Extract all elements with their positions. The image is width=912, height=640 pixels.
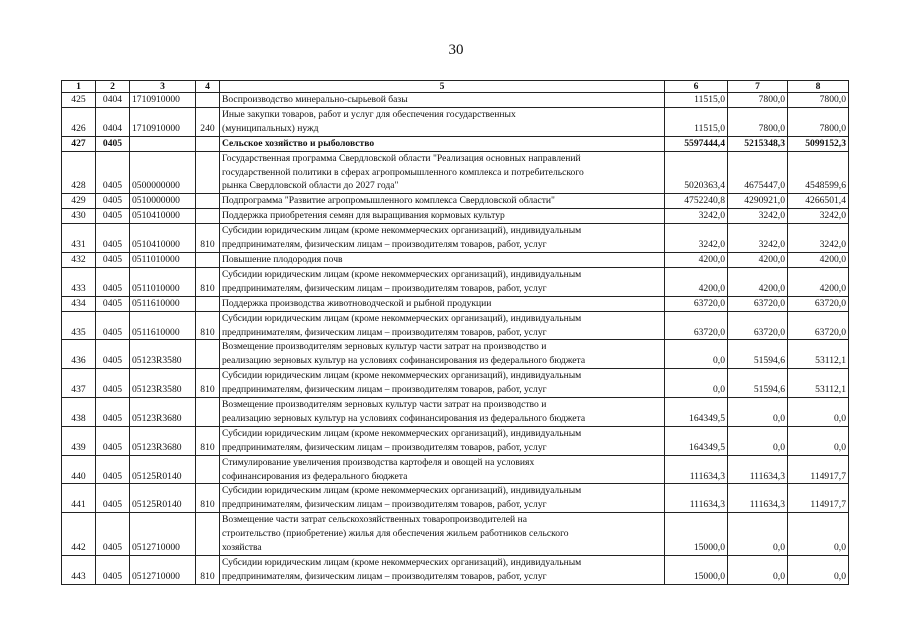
section-code-cell: 0405 — [96, 267, 130, 296]
item-name-cell: Государственная программа Свердловской области "Реализация основных направлений государственной политики в сферах агропромышленного комплекса и потребительского рынка Свердловской области до 2027 года" — [220, 151, 665, 194]
column-header: 4 — [196, 81, 220, 93]
expense-type-cell — [196, 513, 220, 556]
column-header: 6 — [665, 81, 728, 93]
amount-col7-cell: 5215348,3 — [728, 136, 788, 151]
item-name-cell: Стимулирование увеличения производства картофеля и овощей на условиях софинансирования из федерального бюджета — [220, 455, 665, 484]
amount-col7-cell: 51594,6 — [728, 369, 788, 398]
table-row — [62, 107, 849, 136]
table-header-row — [62, 81, 849, 93]
amount-col8-cell: 5099152,3 — [788, 136, 849, 151]
row-number-cell: 429 — [62, 194, 96, 209]
table-row — [62, 252, 849, 267]
table-row — [62, 224, 849, 253]
amount-col8-cell: 4200,0 — [788, 252, 849, 267]
budget-table — [61, 80, 849, 585]
table-row — [62, 209, 849, 224]
amount-col8-cell: 4266501,4 — [788, 194, 849, 209]
target-article-cell: 0512710000 — [130, 556, 196, 585]
table-row — [62, 556, 849, 585]
amount-col6-cell: 5020363,4 — [665, 151, 728, 194]
target-article-cell: 1710910000 — [130, 93, 196, 108]
target-article-cell: 0500000000 — [130, 151, 196, 194]
column-header: 1 — [62, 81, 96, 93]
amount-col7-cell: 4290921,0 — [728, 194, 788, 209]
expense-type-cell: 810 — [196, 224, 220, 253]
amount-col8-cell: 0,0 — [788, 398, 849, 427]
row-number-cell: 427 — [62, 136, 96, 151]
amount-col7-cell: 0,0 — [728, 513, 788, 556]
amount-col7-cell: 4675447,0 — [728, 151, 788, 194]
expense-type-cell — [196, 136, 220, 151]
amount-col8-cell: 4200,0 — [788, 267, 849, 296]
row-number-cell: 425 — [62, 93, 96, 108]
amount-col6-cell: 11515,0 — [665, 93, 728, 108]
item-name-cell: Субсидии юридическим лицам (кроме некоммерческих организаций), индивидуальным предпринимателям, физическим лицам – производителям товаров, работ, услуг — [220, 426, 665, 455]
amount-col7-cell: 4200,0 — [728, 267, 788, 296]
section-code-cell: 0405 — [96, 209, 130, 224]
target-article-cell: 0510410000 — [130, 209, 196, 224]
amount-col6-cell: 15000,0 — [665, 513, 728, 556]
section-code-cell: 0405 — [96, 311, 130, 340]
item-name-cell: Воспроизводство минерально-сырьевой базы — [220, 93, 665, 108]
row-number-cell: 428 — [62, 151, 96, 194]
row-number-cell: 426 — [62, 107, 96, 136]
expense-type-cell: 810 — [196, 484, 220, 513]
expense-type-cell — [196, 296, 220, 311]
item-name-cell: Возмещение производителям зерновых культур части затрат на производство и реализацию зерновых культур на условиях софинансирования из федерального бюджета — [220, 340, 665, 369]
row-number-cell: 438 — [62, 398, 96, 427]
section-code-cell: 0405 — [96, 151, 130, 194]
target-article-cell — [130, 136, 196, 151]
amount-col7-cell: 0,0 — [728, 426, 788, 455]
expense-type-cell — [196, 252, 220, 267]
row-number-cell: 442 — [62, 513, 96, 556]
amount-col6-cell: 15000,0 — [665, 556, 728, 585]
item-name-cell: Субсидии юридическим лицам (кроме некоммерческих организаций), индивидуальным предпринимателям, физическим лицам – производителям товаров, работ, услуг — [220, 484, 665, 513]
target-article-cell: 0511610000 — [130, 296, 196, 311]
item-name-cell: Поддержка приобретения семян для выращивания кормовых культур — [220, 209, 665, 224]
section-code-cell: 0404 — [96, 107, 130, 136]
row-number-cell: 437 — [62, 369, 96, 398]
expense-type-cell — [196, 340, 220, 369]
table-row — [62, 484, 849, 513]
expense-type-cell: 810 — [196, 311, 220, 340]
amount-col6-cell: 164349,5 — [665, 426, 728, 455]
amount-col6-cell: 63720,0 — [665, 296, 728, 311]
expense-type-cell — [196, 398, 220, 427]
amount-col6-cell: 4200,0 — [665, 252, 728, 267]
column-header: 3 — [130, 81, 196, 93]
table-row — [62, 311, 849, 340]
table-row — [62, 136, 849, 151]
item-name-cell: Субсидии юридическим лицам (кроме некоммерческих организаций), индивидуальным предпринимателям, физическим лицам – производителям товаров, работ, услуг — [220, 556, 665, 585]
amount-col7-cell: 3242,0 — [728, 209, 788, 224]
expense-type-cell: 810 — [196, 267, 220, 296]
item-name-cell: Субсидии юридическим лицам (кроме некоммерческих организаций), индивидуальным предпринимателям, физическим лицам – производителям товаров, работ, услуг — [220, 267, 665, 296]
amount-col8-cell: 63720,0 — [788, 296, 849, 311]
section-code-cell: 0405 — [96, 340, 130, 369]
amount-col8-cell: 7800,0 — [788, 93, 849, 108]
amount-col6-cell: 0,0 — [665, 369, 728, 398]
amount-col8-cell: 0,0 — [788, 556, 849, 585]
amount-col7-cell: 63720,0 — [728, 311, 788, 340]
row-number-cell: 430 — [62, 209, 96, 224]
item-name-cell: Поддержка производства животноводческой и рыбной продукции — [220, 296, 665, 311]
row-number-cell: 431 — [62, 224, 96, 253]
column-header: 2 — [96, 81, 130, 93]
amount-col8-cell: 3242,0 — [788, 224, 849, 253]
row-number-cell: 443 — [62, 556, 96, 585]
item-name-cell: Субсидии юридическим лицам (кроме некоммерческих организаций), индивидуальным предпринимателям, физическим лицам – производителям товаров, работ, услуг — [220, 224, 665, 253]
section-code-cell: 0405 — [96, 398, 130, 427]
row-number-cell: 434 — [62, 296, 96, 311]
target-article-cell: 0510410000 — [130, 224, 196, 253]
amount-col6-cell: 3242,0 — [665, 209, 728, 224]
section-code-cell: 0405 — [96, 252, 130, 267]
amount-col8-cell: 53112,1 — [788, 369, 849, 398]
target-article-cell: 1710910000 — [130, 107, 196, 136]
expense-type-cell — [196, 209, 220, 224]
amount-col7-cell: 111634,3 — [728, 484, 788, 513]
table-row — [62, 151, 849, 194]
section-code-cell: 0405 — [96, 455, 130, 484]
target-article-cell: 0512710000 — [130, 513, 196, 556]
target-article-cell: 05123R3580 — [130, 340, 196, 369]
amount-col7-cell: 51594,6 — [728, 340, 788, 369]
section-code-cell: 0405 — [96, 369, 130, 398]
row-number-cell: 432 — [62, 252, 96, 267]
target-article-cell: 0510000000 — [130, 194, 196, 209]
amount-col7-cell: 4200,0 — [728, 252, 788, 267]
table-body — [62, 93, 849, 585]
table-row — [62, 93, 849, 108]
row-number-cell: 441 — [62, 484, 96, 513]
amount-col6-cell: 5597444,4 — [665, 136, 728, 151]
amount-col8-cell: 63720,0 — [788, 311, 849, 340]
target-article-cell: 05125R0140 — [130, 484, 196, 513]
item-name-cell: Иные закупки товаров, работ и услуг для обеспечения государственных (муниципальных) нужд — [220, 107, 665, 136]
expense-type-cell — [196, 93, 220, 108]
section-code-cell: 0405 — [96, 296, 130, 311]
amount-col8-cell: 7800,0 — [788, 107, 849, 136]
column-header: 5 — [220, 81, 665, 93]
table-row — [62, 194, 849, 209]
amount-col6-cell: 4200,0 — [665, 267, 728, 296]
amount-col8-cell: 4548599,6 — [788, 151, 849, 194]
table-row — [62, 426, 849, 455]
row-number-cell: 435 — [62, 311, 96, 340]
amount-col7-cell: 111634,3 — [728, 455, 788, 484]
section-code-cell: 0404 — [96, 93, 130, 108]
expense-type-cell — [196, 151, 220, 194]
table-row — [62, 369, 849, 398]
target-article-cell: 05125R0140 — [130, 455, 196, 484]
table-row — [62, 267, 849, 296]
amount-col8-cell: 0,0 — [788, 513, 849, 556]
amount-col6-cell: 11515,0 — [665, 107, 728, 136]
expense-type-cell — [196, 455, 220, 484]
column-header: 8 — [788, 81, 849, 93]
amount-col6-cell: 63720,0 — [665, 311, 728, 340]
amount-col6-cell: 0,0 — [665, 340, 728, 369]
amount-col8-cell: 0,0 — [788, 426, 849, 455]
amount-col8-cell: 114917,7 — [788, 455, 849, 484]
amount-col7-cell: 63720,0 — [728, 296, 788, 311]
row-number-cell: 440 — [62, 455, 96, 484]
section-code-cell: 0405 — [96, 426, 130, 455]
amount-col7-cell: 0,0 — [728, 398, 788, 427]
table-row — [62, 340, 849, 369]
row-number-cell: 433 — [62, 267, 96, 296]
page-number: 30 — [448, 42, 464, 58]
amount-col8-cell: 114917,7 — [788, 484, 849, 513]
table-row — [62, 455, 849, 484]
amount-col7-cell: 7800,0 — [728, 93, 788, 108]
section-code-cell: 0405 — [96, 484, 130, 513]
amount-col6-cell: 164349,5 — [665, 398, 728, 427]
amount-col8-cell: 53112,1 — [788, 340, 849, 369]
row-number-cell: 439 — [62, 426, 96, 455]
item-name-cell: Сельское хозяйство и рыболовство — [220, 136, 665, 151]
item-name-cell: Возмещение части затрат сельскохозяйственных товаропроизводителей на строительство (приобретение) жилья для обеспечения жильем работников сельского хозяйства — [220, 513, 665, 556]
amount-col6-cell: 3242,0 — [665, 224, 728, 253]
target-article-cell: 05123R3580 — [130, 369, 196, 398]
table-row — [62, 296, 849, 311]
amount-col8-cell: 3242,0 — [788, 209, 849, 224]
expense-type-cell: 810 — [196, 369, 220, 398]
target-article-cell: 05123R3680 — [130, 398, 196, 427]
item-name-cell: Повышение плодородия почв — [220, 252, 665, 267]
section-code-cell: 0405 — [96, 194, 130, 209]
amount-col7-cell: 0,0 — [728, 556, 788, 585]
amount-col7-cell: 7800,0 — [728, 107, 788, 136]
expense-type-cell: 810 — [196, 426, 220, 455]
amount-col7-cell: 3242,0 — [728, 224, 788, 253]
section-code-cell: 0405 — [96, 136, 130, 151]
table-row — [62, 513, 849, 556]
amount-col6-cell: 111634,3 — [665, 455, 728, 484]
row-number-cell: 436 — [62, 340, 96, 369]
amount-col6-cell: 111634,3 — [665, 484, 728, 513]
section-code-cell: 0405 — [96, 513, 130, 556]
section-code-cell: 0405 — [96, 556, 130, 585]
expense-type-cell: 810 — [196, 556, 220, 585]
target-article-cell: 0511010000 — [130, 267, 196, 296]
item-name-cell: Подпрограмма "Развитие агропромышленного комплекса Свердловской области" — [220, 194, 665, 209]
target-article-cell: 05123R3680 — [130, 426, 196, 455]
item-name-cell: Субсидии юридическим лицам (кроме некоммерческих организаций), индивидуальным предпринимателям, физическим лицам – производителям товаров, работ, услуг — [220, 311, 665, 340]
expense-type-cell: 240 — [196, 107, 220, 136]
expense-type-cell — [196, 194, 220, 209]
target-article-cell: 0511610000 — [130, 311, 196, 340]
column-header: 7 — [728, 81, 788, 93]
section-code-cell: 0405 — [96, 224, 130, 253]
amount-col6-cell: 4752240,8 — [665, 194, 728, 209]
item-name-cell: Возмещение производителям зерновых культур части затрат на производство и реализацию зерновых культур на условиях софинансирования из федерального бюджета — [220, 398, 665, 427]
target-article-cell: 0511010000 — [130, 252, 196, 267]
item-name-cell: Субсидии юридическим лицам (кроме некоммерческих организаций), индивидуальным предпринимателям, физическим лицам – производителям товаров, работ, услуг — [220, 369, 665, 398]
table-row — [62, 398, 849, 427]
